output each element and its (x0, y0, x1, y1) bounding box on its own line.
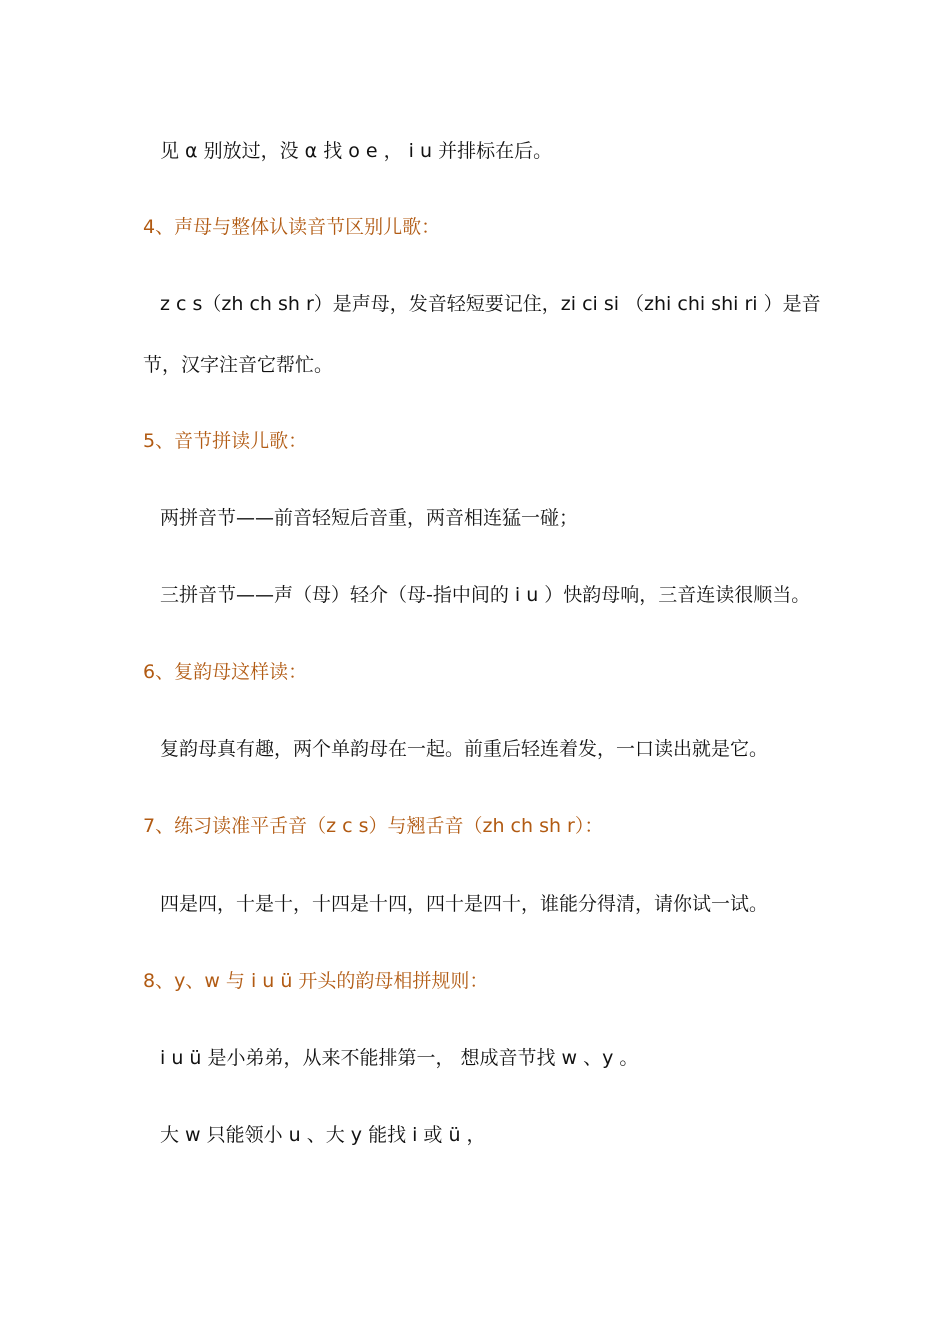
section-heading-5: 5、音节拼读儿歌： (143, 430, 308, 452)
rhyme-text-line: z c s（zh ch sh r）是声母，发音轻短要记住，zi ci si （zhi chi shi ri ）是音 (160, 293, 821, 315)
section-heading-6: 6、复韵母这样读： (143, 661, 308, 683)
rhyme-text-line: 复韵母真有趣，两个单韵母在一起。前重后轻连着发，一口读出就是它。 (160, 738, 769, 760)
section-heading-7: 7、练习读准平舌音（z c s）与翘舌音（zh ch sh r）： (143, 815, 604, 837)
section-heading-8: 8、y、w 与 i u ü 开头的韵母相拼规则： (143, 970, 489, 992)
rhyme-text-line: 两拼音节——前音轻短后音重，两音相连猛一碰； (160, 507, 579, 529)
section-heading-4: 4、声母与整体认读音节区别儿歌： (143, 216, 441, 238)
rhyme-text-line: i u ü 是小弟弟，从来不能排第一， 想成音节找 w 、y 。 (160, 1047, 639, 1069)
rhyme-text-line: 节，汉字注音它帮忙。 (143, 354, 334, 376)
rhyme-text-line: 三拼音节——声（母）轻介（母-指中间的 i u ）快韵母响，三音连读很顺当。 (160, 584, 811, 606)
rhyme-text-line: 见 α 别放过，没 α 找 o e ， i u 并排标在后。 (160, 140, 553, 162)
rhyme-text-line: 四是四，十是十，十四是十四，四十是四十，谁能分得清，请你试一试。 (160, 893, 769, 915)
rhyme-text-line: 大 w 只能领小 u 、大 y 能找 i 或 ü ， (160, 1124, 486, 1146)
